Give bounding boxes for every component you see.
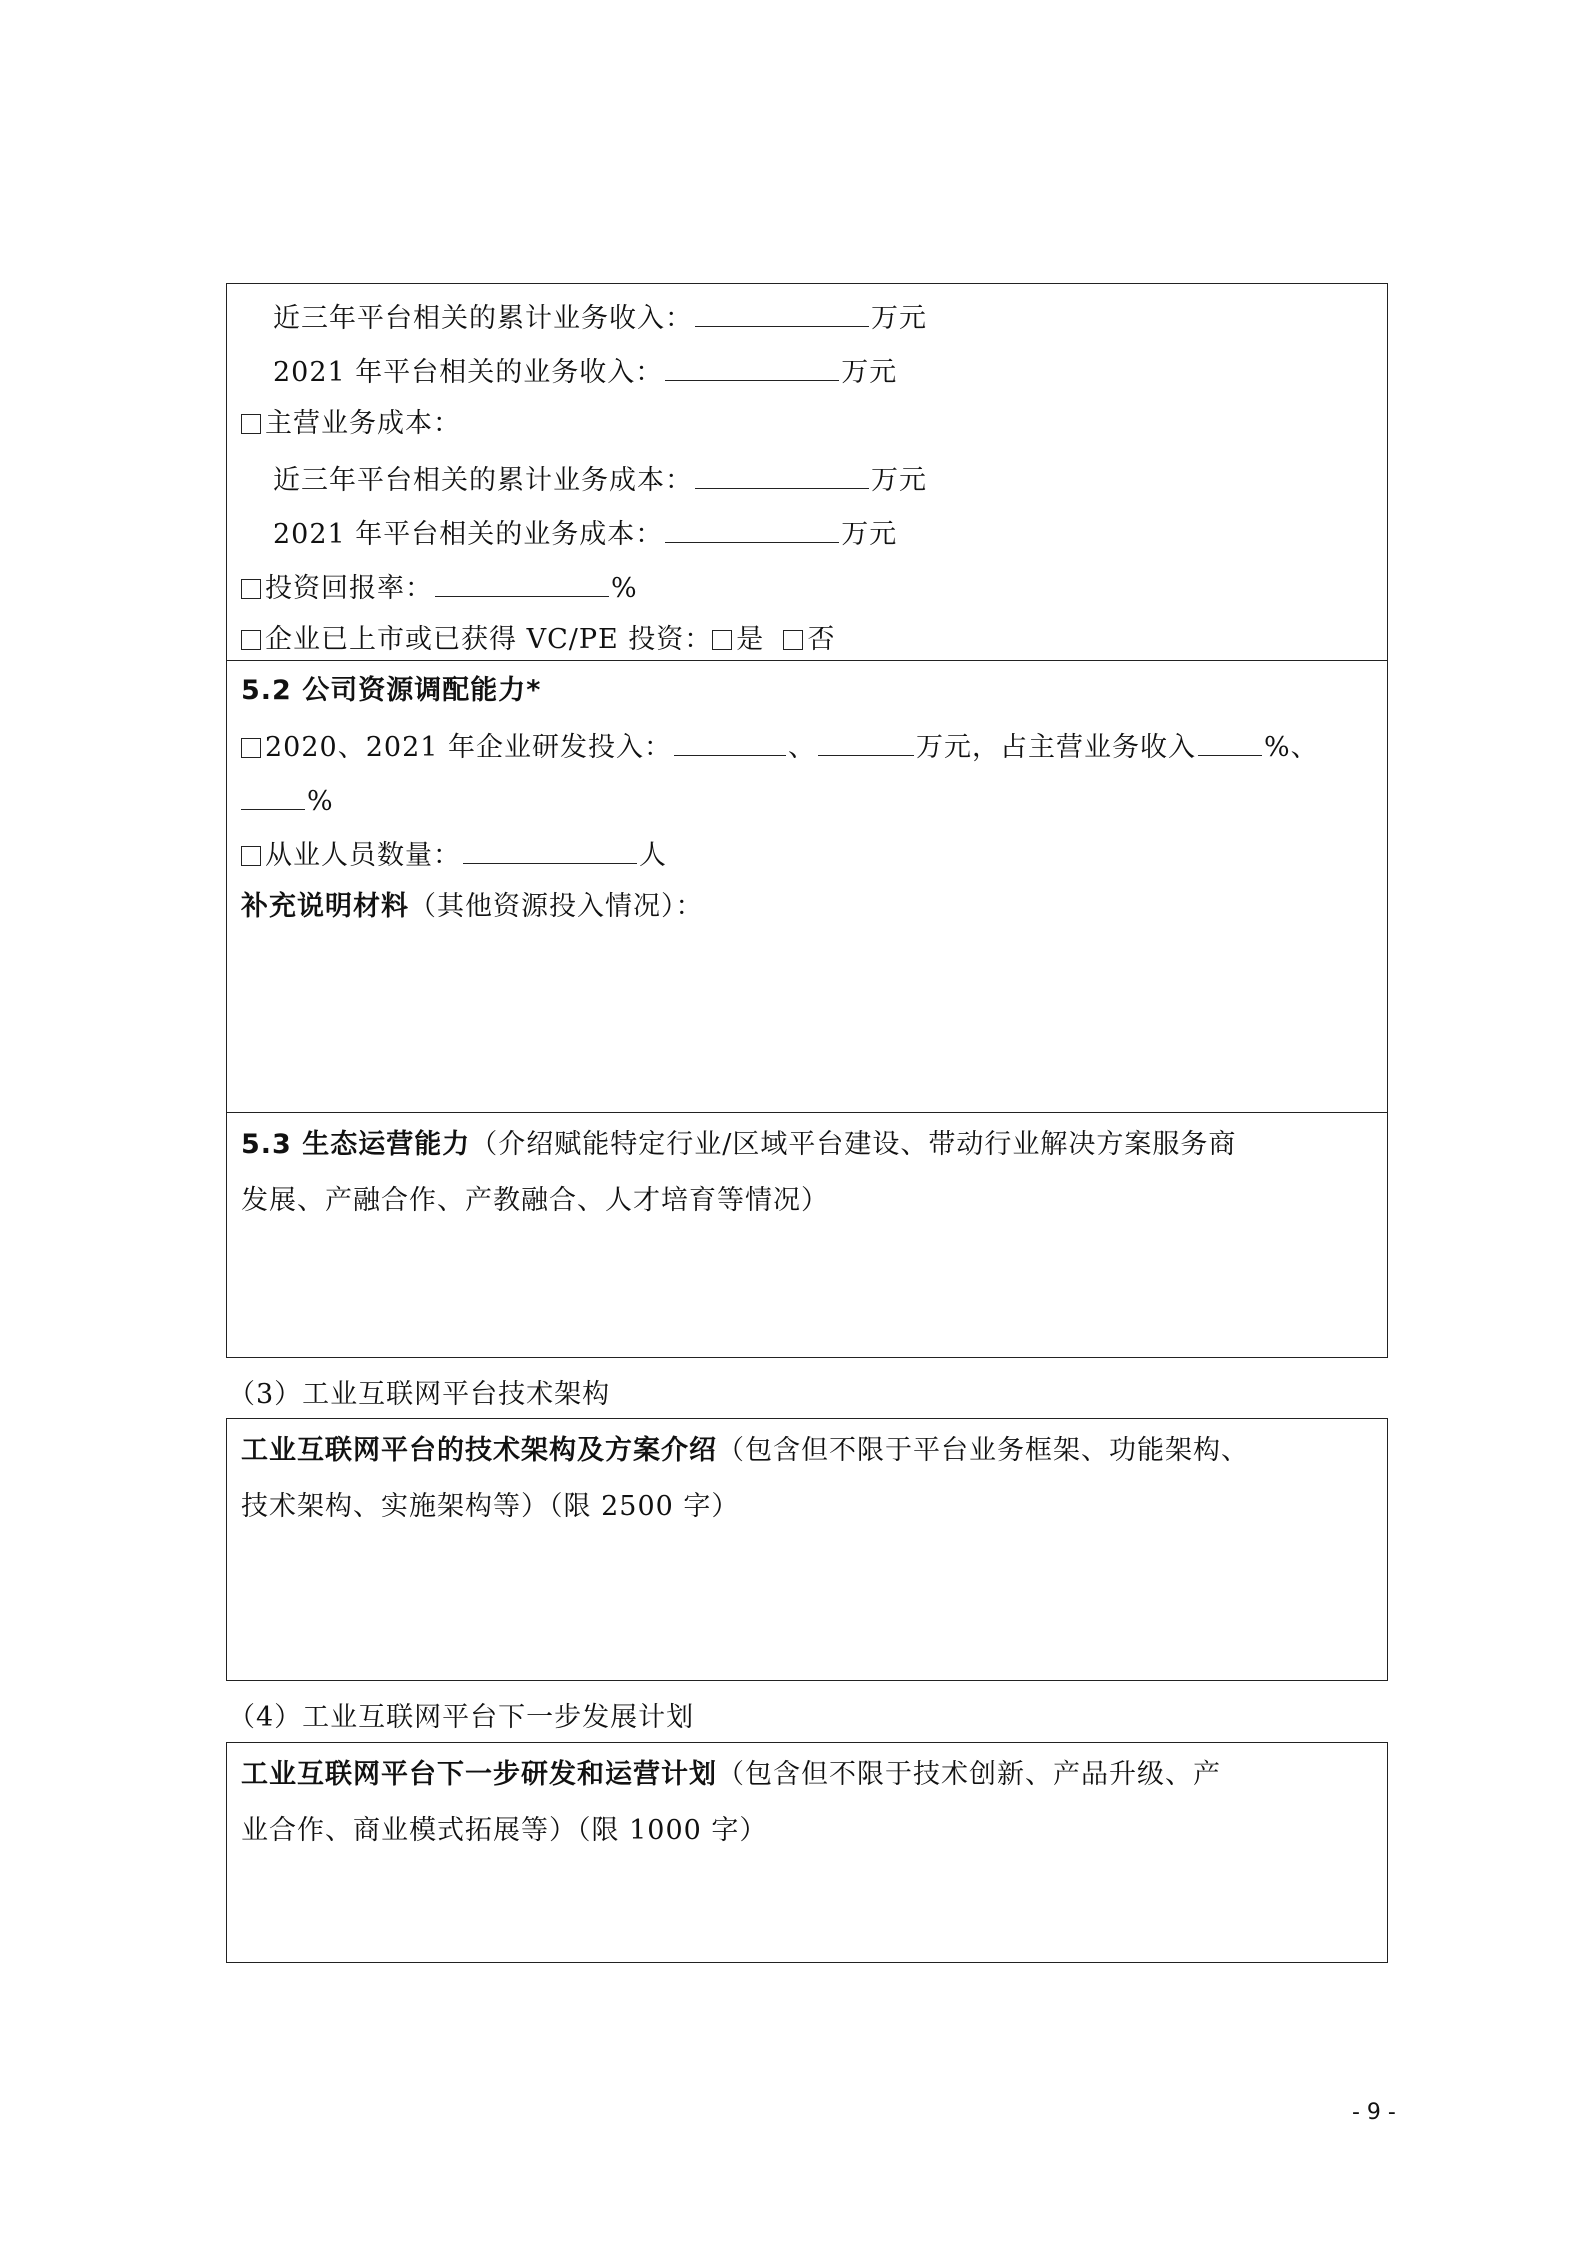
staff-line: 从业人员数量： 人 [241,835,667,874]
rd-2020-field[interactable] [674,727,786,756]
section-5-2-title: 5.2 公司资源调配能力* [241,675,542,706]
revenue-3yr-line: 近三年平台相关的累计业务收入： 万元 [273,298,927,337]
revenue-2021-field[interactable] [665,352,839,381]
supplement-input-area[interactable] [227,931,1387,1112]
rd-2021-field[interactable] [818,727,914,756]
rd-investment-line: 2020、2021 年企业研发投入： 、 万元，占主营业务收入 %、 [241,727,1319,766]
capability-table [226,283,1388,1358]
revenue-3yr-field[interactable] [695,298,869,327]
section-5-3-input-area[interactable] [227,1225,1387,1359]
staff-checkbox[interactable] [241,846,261,866]
supplement-line: 补充说明材料（其他资源投入情况）： [241,891,704,922]
development-plan-line-1: 工业互联网平台下一步研发和运营计划（包含但不限于技术创新、产品升级、产 [241,1759,1221,1790]
section-3-heading: （3）工业互联网平台技术架构 [228,1379,611,1410]
section-5-3-row [227,1112,1387,1359]
rd-pct-2021-field[interactable] [241,781,305,810]
development-plan-box [226,1742,1388,1963]
roi-field[interactable] [435,568,609,597]
financial-row [227,284,1387,660]
revenue-2021-line: 2021 年平台相关的业务收入： 万元 [273,352,897,391]
staff-count-field[interactable] [463,835,637,864]
cost-3yr-field[interactable] [695,460,869,489]
tech-architecture-line-2: 技术架构、实施架构等）（限 2500 字） [241,1491,740,1522]
cost-checkbox[interactable] [241,414,261,434]
rd-checkbox[interactable] [241,738,261,758]
tech-architecture-input-area[interactable] [227,1531,1387,1680]
listed-checkbox[interactable] [241,630,261,650]
yes-checkbox[interactable] [712,630,732,650]
tech-architecture-box [226,1418,1388,1681]
tech-architecture-line-1: 工业互联网平台的技术架构及方案介绍（包含但不限于平台业务框架、功能架构、 [241,1435,1249,1466]
development-plan-line-2: 业合作、商业模式拓展等）（限 1000 字） [241,1815,768,1846]
listed-line: 企业已上市或已获得 VC/PE 投资： 是 否 [241,622,835,658]
cost-checkbox-line: 主营业务成本： [241,406,461,442]
rd-pct-2020-field[interactable] [1198,727,1262,756]
no-checkbox[interactable] [783,630,803,650]
cost-2021-line: 2021 年平台相关的业务成本： 万元 [273,514,897,553]
page-number: - 9 - [1352,2100,1396,2125]
section-5-2-row [227,660,1387,1112]
roi-checkbox[interactable] [241,579,261,599]
section-4-heading: （4）工业互联网平台下一步发展计划 [228,1702,695,1733]
rd-pct-line-2: % [241,781,334,820]
roi-line: 投资回报率： % [241,568,638,607]
cost-3yr-line: 近三年平台相关的累计业务成本： 万元 [273,460,927,499]
cost-2021-field[interactable] [665,514,839,543]
section-5-3-line-1: 5.3 生态运营能力（介绍赋能特定行业/区域平台建设、带动行业解决方案服务商 [241,1129,1237,1160]
development-plan-input-area[interactable] [227,1855,1387,1962]
section-5-3-line-2: 发展、产融合作、产教融合、人才培育等情况） [241,1185,829,1216]
